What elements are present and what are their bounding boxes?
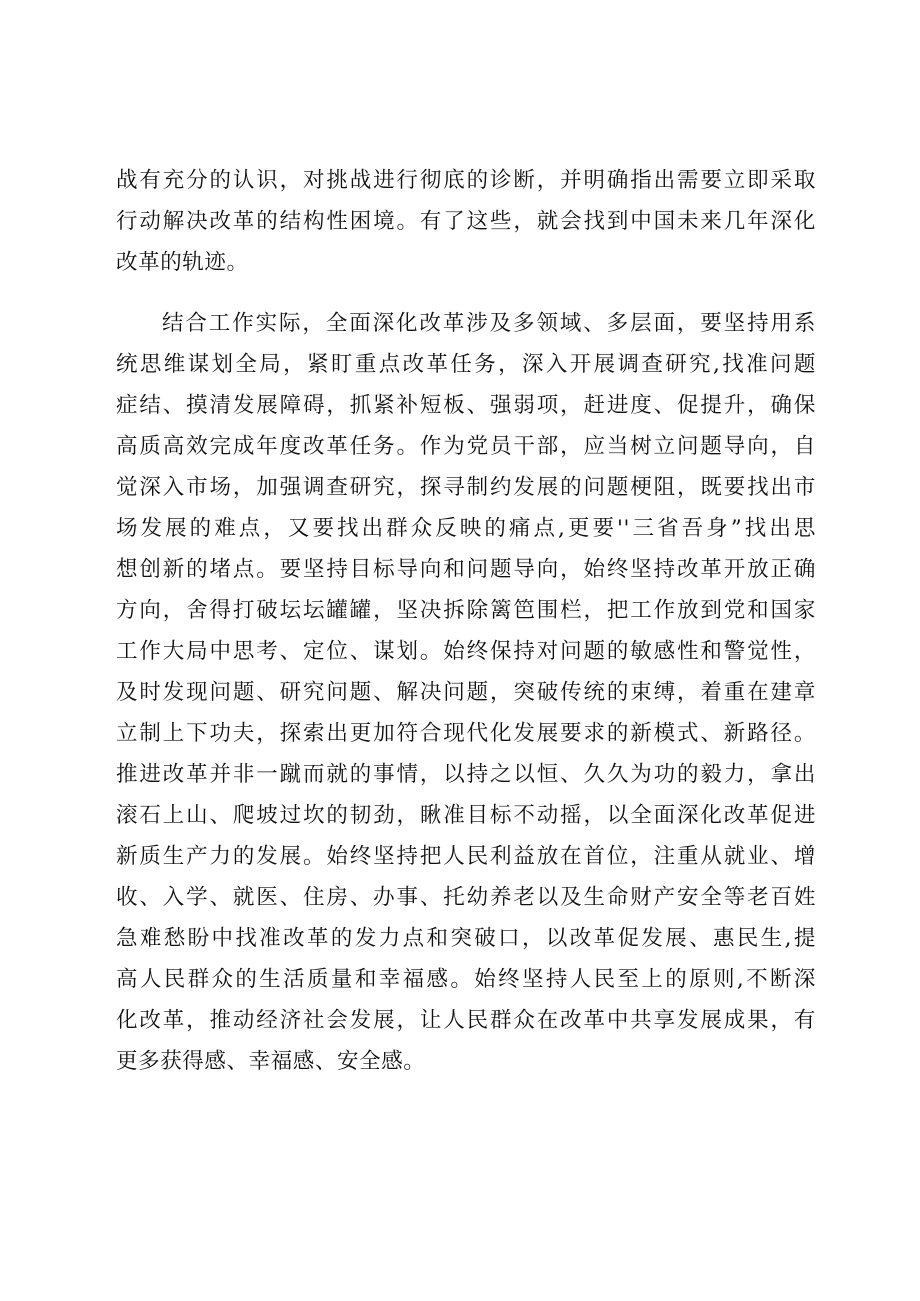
text-line: 新质生产力的发展。始终坚持把人民利益放在首位，注重从就业、增 [116,844,816,869]
continued-paragraph [116,160,816,283]
text-line: 收、入学、就医、住房、办事、托幼养老以及生命财产安全等老百姓 [116,885,816,910]
text-line: 化改革，推动经济社会发展，让人民群众在改革中共享发展成果，有 [116,1008,816,1033]
text-line: 场发展的难点，又要找出群众反映的痛点,更要''三省吾身”找出思 [116,516,816,541]
text-line: 急难愁盼中找准改革的发力点和突破口，以改革促发展、惠民生,提 [116,926,816,951]
text-line: 立制上下功夫，探索出更加符合现代化发展要求的新模式、新路径。 [116,721,816,746]
text-line: 改革的轨迹。 [116,250,249,275]
text-line: 想创新的堵点。要坚持目标导向和问题导向，始终坚持改革开放正确 [116,557,816,582]
text-line: 症结、摸清发展障碍，抓紧补短板、强弱项，赶进度、促提升，确保 [116,393,816,418]
text-line: 高质高效完成年度改革任务。作为党员干部，应当树立问题导向，自 [116,434,816,459]
text-line: 统思维谋划全局，紧盯重点改革任务，深入开展调查研究,找准问题 [116,352,816,377]
text-line: 推进改革并非一蹴而就的事情，以持之以恒、久久为功的毅力，拿出 [116,762,816,787]
text-line: 觉深入市场，加强调查研究，探寻制约发展的问题梗阻，既要找出市 [116,475,816,500]
text-line: 高人民群众的生活质量和幸福感。始终坚持人民至上的原则,不断深 [116,967,816,992]
text-line: 行动解决改革的结构性困境。有了这些，就会找到中国未来几年深化 [116,209,816,234]
text-line: 更多获得感、幸福感、安全感。 [116,1049,426,1074]
text-line: 及时发现问题、研究问题、解决问题，突破传统的束缚，着重在建章 [116,680,816,705]
text-line: 工作大局中思考、定位、谋划。始终保持对问题的敏感性和警觉性， [116,639,816,664]
text-line: 结合工作实际，全面深化改革涉及多领域、多层面，要坚持用系 [162,311,816,336]
text-line: 战有充分的认识，对挑战进行彻底的诊断，并明确指出需要立即采取 [116,168,816,193]
main-paragraph [116,303,816,1082]
text-line: 滚石上山、爬坡过坎的韧劲，瞅准目标不动摇，以全面深化改革促进 [116,803,816,828]
text-line: 方向，舍得打破坛坛罐罐，坚决拆除篱笆围栏，把工作放到党和国家 [116,598,816,623]
